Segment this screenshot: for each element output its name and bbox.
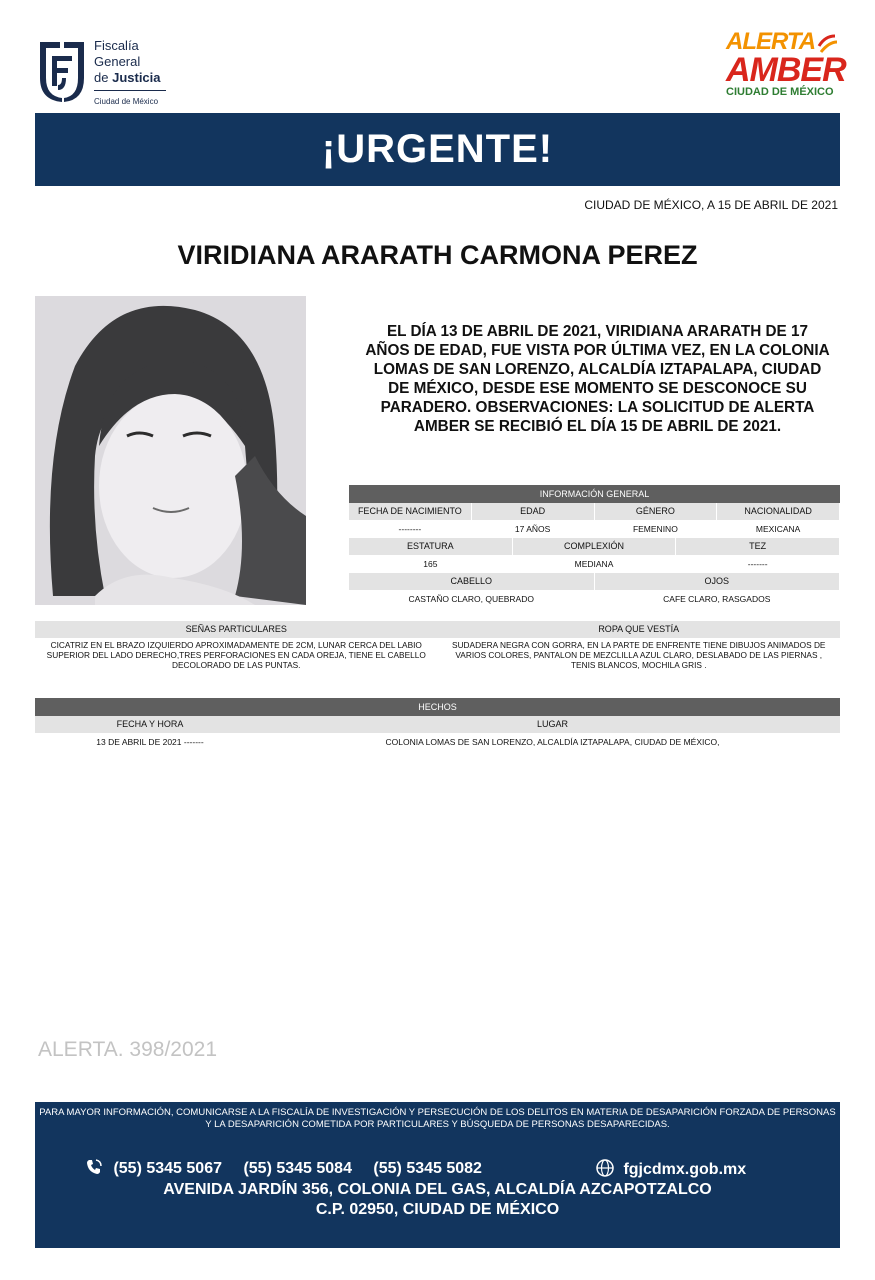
table-cell: CASTAÑO CLARO, QUEBRADO <box>349 590 595 608</box>
lugar-header: LUGAR <box>536 719 568 729</box>
footer <box>35 1102 840 1248</box>
phone-list <box>85 1158 499 1178</box>
table-cell: FEMENINO <box>595 520 718 538</box>
alerta-amber-logo <box>726 28 846 110</box>
table-cell: CAFE CLARO, RASGADOS <box>595 590 841 608</box>
table-header: FECHA DE NACIMIENTO <box>349 503 472 520</box>
table-cell: MEDIANA <box>513 555 677 573</box>
lugar-value: COLONIA LOMAS DE SAN LORENZO, ALCALDÍA IZTAPALAPA, CIUDAD DE MÉXICO, <box>385 737 720 747</box>
table-header: OJOS <box>595 573 841 590</box>
address-line-1: AVENIDA JARDÍN 356, COLONIA DEL GAS, ALCALDÍA AZCAPOTZALCO <box>163 1181 712 1198</box>
footer-address <box>35 1180 840 1220</box>
ropa-header: ROPA QUE VESTÍA <box>598 624 680 634</box>
senas-text: CICATRIZ EN EL BRAZO IZQUIERDO APROXIMADAMENTE DE 2CM, LUNAR CERCA DEL LABIO SUPERIOR DEL LADO DERECHO,TRES PERFORACIONES EN CADA OREJA, TIENE EL CABELLO DECOLORADO DE LAS PUNTAS. <box>46 640 426 670</box>
website <box>595 1158 746 1179</box>
case-narrative: EL DÍA 13 DE ABRIL DE 2021, VIRIDIANA ARARATH DE 17 AÑOS DE EDAD, FUE VISTA POR ÚLTIMA VEZ, EN LA COLONIA LOMAS DE SAN LORENZO, ALCALDÍA IZTAPALAPA, CIUDAD DE MÉXICO, DESDE ESE MOMENTO SE DESCONOCE SU PARADERO. OBSERVACIONES: LA SOLICITUD DE ALERTA AMBER SE RECIBIÓ EL DÍA 15 DE ABRIL DE 2021. <box>365 323 830 435</box>
alert-number: ALERTA. 398/2021 <box>38 1038 218 1061</box>
table-cell: 17 AÑOS <box>472 520 595 538</box>
hechos-title: HECHOS <box>35 698 840 716</box>
amber-wave-icon <box>815 32 839 56</box>
missing-person-photo <box>35 296 306 605</box>
fgj-line-4: Justicia <box>112 70 161 85</box>
phone-number[interactable]: (55) 5345 5084 <box>243 1160 352 1177</box>
date-line: CIUDAD DE MÉXICO, A 15 DE ABRIL DE 2021 <box>584 198 838 212</box>
hechos-table <box>35 698 840 751</box>
table-cell: MEXICANA <box>717 520 840 538</box>
table-header: CABELLO <box>349 573 595 590</box>
person-name: VIRIDIANA ARARATH CARMONA PEREZ <box>177 240 698 270</box>
amber-line-2: AMBER <box>726 51 846 89</box>
table-header: NACIONALIDAD <box>717 503 840 520</box>
fgj-city: Ciudad de México <box>94 90 166 110</box>
website-link[interactable]: fgjcdmx.gob.mx <box>623 1161 747 1178</box>
particulars-table <box>35 621 840 672</box>
fgj-line-2: General <box>94 54 141 69</box>
table-header: COMPLEXIÓN <box>513 538 677 555</box>
table-cell: 165 <box>349 555 513 573</box>
footer-info: PARA MAYOR INFORMACIÓN, COMUNICARSE A LA FISCALÍA DE INVESTIGACIÓN Y PERSECUCIÓN DE LOS DELITOS EN MATERIA DE DESAPARICIÓN FORZADA DE PERSONAS Y LA DESAPARICIÓN COMETIDA POR PARTICULARES Y BÚSQUEDA DE PERSONAS DESAPARECIDAS. <box>39 1107 836 1130</box>
fgj-line-1: Fiscalía <box>94 38 139 53</box>
general-info-table <box>349 485 840 608</box>
fgj-emblem-icon <box>36 38 88 104</box>
fgj-logo-text <box>94 38 166 110</box>
table-cell: -------- <box>349 520 472 538</box>
fecha-value: 13 DE ABRIL DE 2021 ------- <box>96 737 204 747</box>
address-line-2: C.P. 02950, CIUDAD DE MÉXICO <box>315 1201 560 1218</box>
urgent-banner: ¡URGENTE! <box>35 113 840 186</box>
phone-number[interactable]: (55) 5345 5067 <box>113 1160 222 1177</box>
general-info-title: INFORMACIÓN GENERAL <box>349 485 840 503</box>
fgj-line-3: de <box>94 70 109 85</box>
ropa-text: SUDADERA NEGRA CON GORRA, EN LA PARTE DE ENFRENTE TIENE DIBUJOS ANIMADOS DE VARIOS COLORES, PANTALON DE MEZCLILLA AZUL CLARO, DESLABADO DE LAS PIERNAS , TENIS BLANCOS, MOCHILA GRIS . <box>452 640 826 670</box>
table-header: GÉNERO <box>595 503 718 520</box>
table-header: ESTATURA <box>349 538 513 555</box>
amber-line-1: ALERTA <box>726 28 816 55</box>
senas-header: SEÑAS PARTICULARES <box>185 624 287 634</box>
table-header: EDAD <box>472 503 595 520</box>
globe-icon <box>595 1161 623 1178</box>
phone-icon <box>85 1160 113 1177</box>
table-header: TEZ <box>676 538 840 555</box>
amber-line-3: CIUDAD DE MÉXICO <box>726 86 834 98</box>
fecha-header: FECHA Y HORA <box>116 719 184 729</box>
table-cell: ------- <box>676 555 840 573</box>
phone-number[interactable]: (55) 5345 5082 <box>373 1160 482 1177</box>
